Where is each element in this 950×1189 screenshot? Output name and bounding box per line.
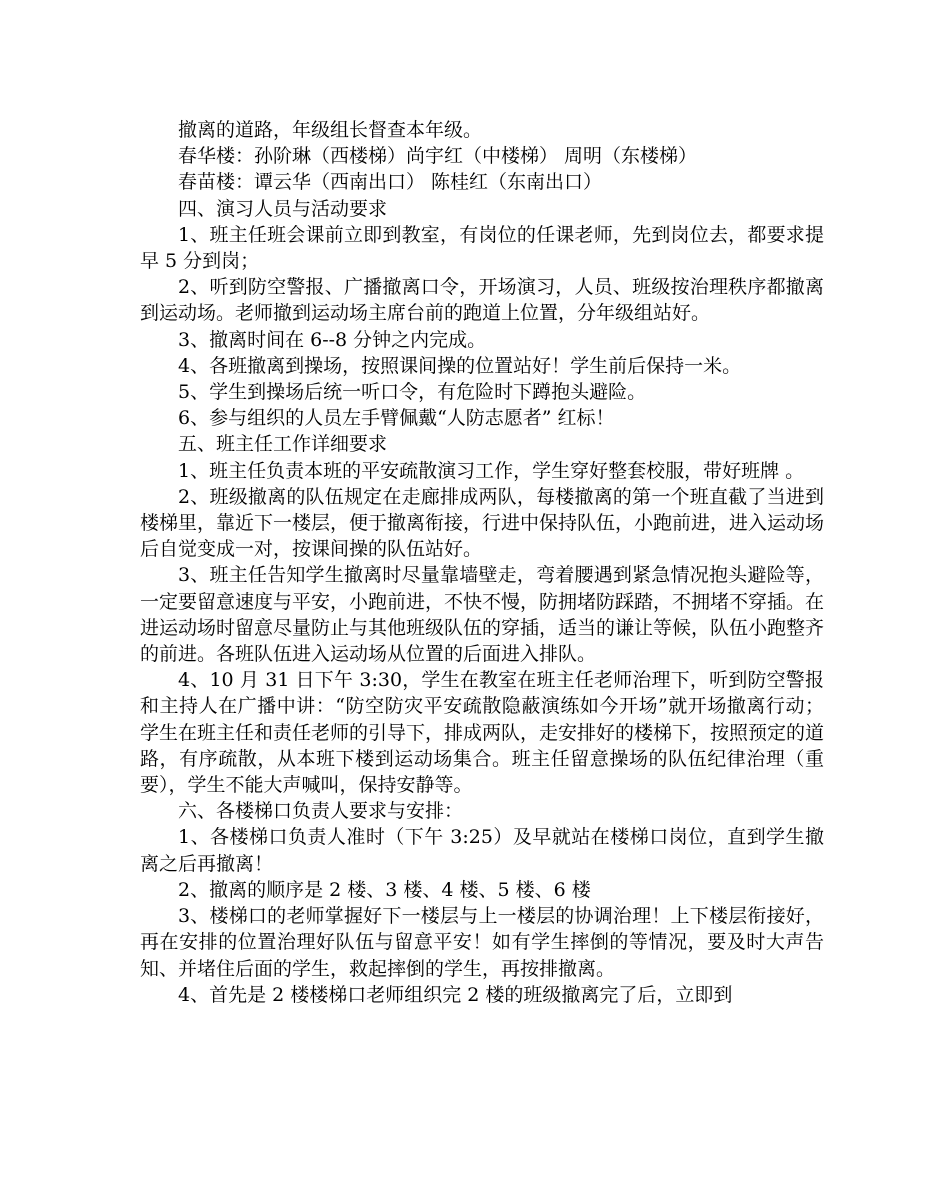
section-heading-head-teacher: 五、班主任工作详细要求 [178,433,388,456]
paragraph-requirement-6: 6、参与组织的人员左手臂佩戴“人防志愿者” 红标！ [178,407,615,430]
paragraph-teacher-2: 2、班级撤离的队伍规定在走廊排成两队，每楼撤离的第一个班直截了当进到楼梯里，靠近下一楼层，便于撤离衔接，行进中保持队伍，小跑前进，进入运动场后自觉变成一对，按课间操的队伍站好。 [140,485,825,561]
paragraph-evacuation-route: 撤离的道路，年级组长督查本年级。 [178,119,483,141]
paragraph-teacher-1: 1、班主任负责本班的平安疏散演习工作，学生穿好整套校服，带好班牌 。 [178,459,805,482]
paragraph-chunmiao-building: 春苗楼：谭云华（西南出口） 陈桂红（东南出口） [178,171,603,194]
paragraph-stairway-1: 1、各楼梯口负责人准时（下午 3:25）及早就站在楼梯口岗位，直到学生撤离之后再撤离！ [140,826,824,875]
paragraph-stairway-3: 3、楼梯口的老师掌握好下一楼层与上一楼层的协调治理！上下楼层衔接好，再在安排的位置治理好队伍与留意平安！如有学生摔倒的等情况，要及时大声告知、并堵住后面的学生，救起摔倒的学生，再按排撤离。 [140,905,824,980]
paragraph-stairway-2: 2、撤离的顺序是 2 楼、3 楼、4 楼、5 楼、6 楼 [178,878,591,901]
paragraph-requirement-1: 1、班主任班会课前立即到教室，有岗位的任课老师，先到岗位去，都要求提早 5 分到岗； [140,223,824,273]
section-heading-stairway-leaders: 六、各楼梯口负责人要求与安排： [178,800,464,823]
paragraph-requirement-2: 2、听到防空警报、广播撤离口令，开场演习，人员、班级按治理秩序都撤离到运动场。老师撤到运动场主席台前的跑道上位置，分年级组站好。 [140,276,824,325]
paragraph-teacher-3: 3、班主任告知学生撤离时尽量靠墙壁走，弯着腰遇到紧急情况抱头避险等，一定要留意速度与平安，小跑前进，不快不慢，防拥堵防踩踏，不拥堵不穿插。在进运动场时留意尽量防止与其他班级队伍的穿插，适当的谦让等候，队伍小跑整齐的前进。各班队伍进入运动场从位置的后面进入排队。 [140,564,825,666]
paragraph-teacher-4: 4、10 月 31 日下午 3:30，学生在教室在班主任老师治理下，听到防空警报和主持人在广播中讲：“防空防灾平安疏散隐蔽演练如今开场”就开场撤离行动；学生在班主任和责任老师的引导下，排成两队，走安排好的楼梯下，按照预定的道路，有序疏散，从本班下楼到运动场集合。班主任留意操场的队伍纪律治理（重要），学生不能大声喊叫，保持安静等。 [140,669,825,797]
paragraph-chunhua-building: 春华楼：孙阶琳（西楼梯）尚宇红（中楼梯） 周明（东楼梯） [178,145,698,168]
paragraph-requirement-5: 5、学生到操场后统一听口令，有危险时下蹲抱头避险。 [178,381,647,404]
paragraph-stairway-4: 4、首先是 2 楼楼梯口老师组织完 2 楼的班级撤离完了后，立即到 [178,983,733,1006]
section-heading-drill-personnel: 四、演习人员与活动要求 [178,197,388,220]
document-body [140,117,824,1008]
paragraph-requirement-3: 3、撤离时间在 6--8 分钟之内完成。 [178,328,487,351]
paragraph-requirement-4: 4、各班撤离到操场，按照课间操的位置站好！学生前后保持一米。 [178,354,742,377]
